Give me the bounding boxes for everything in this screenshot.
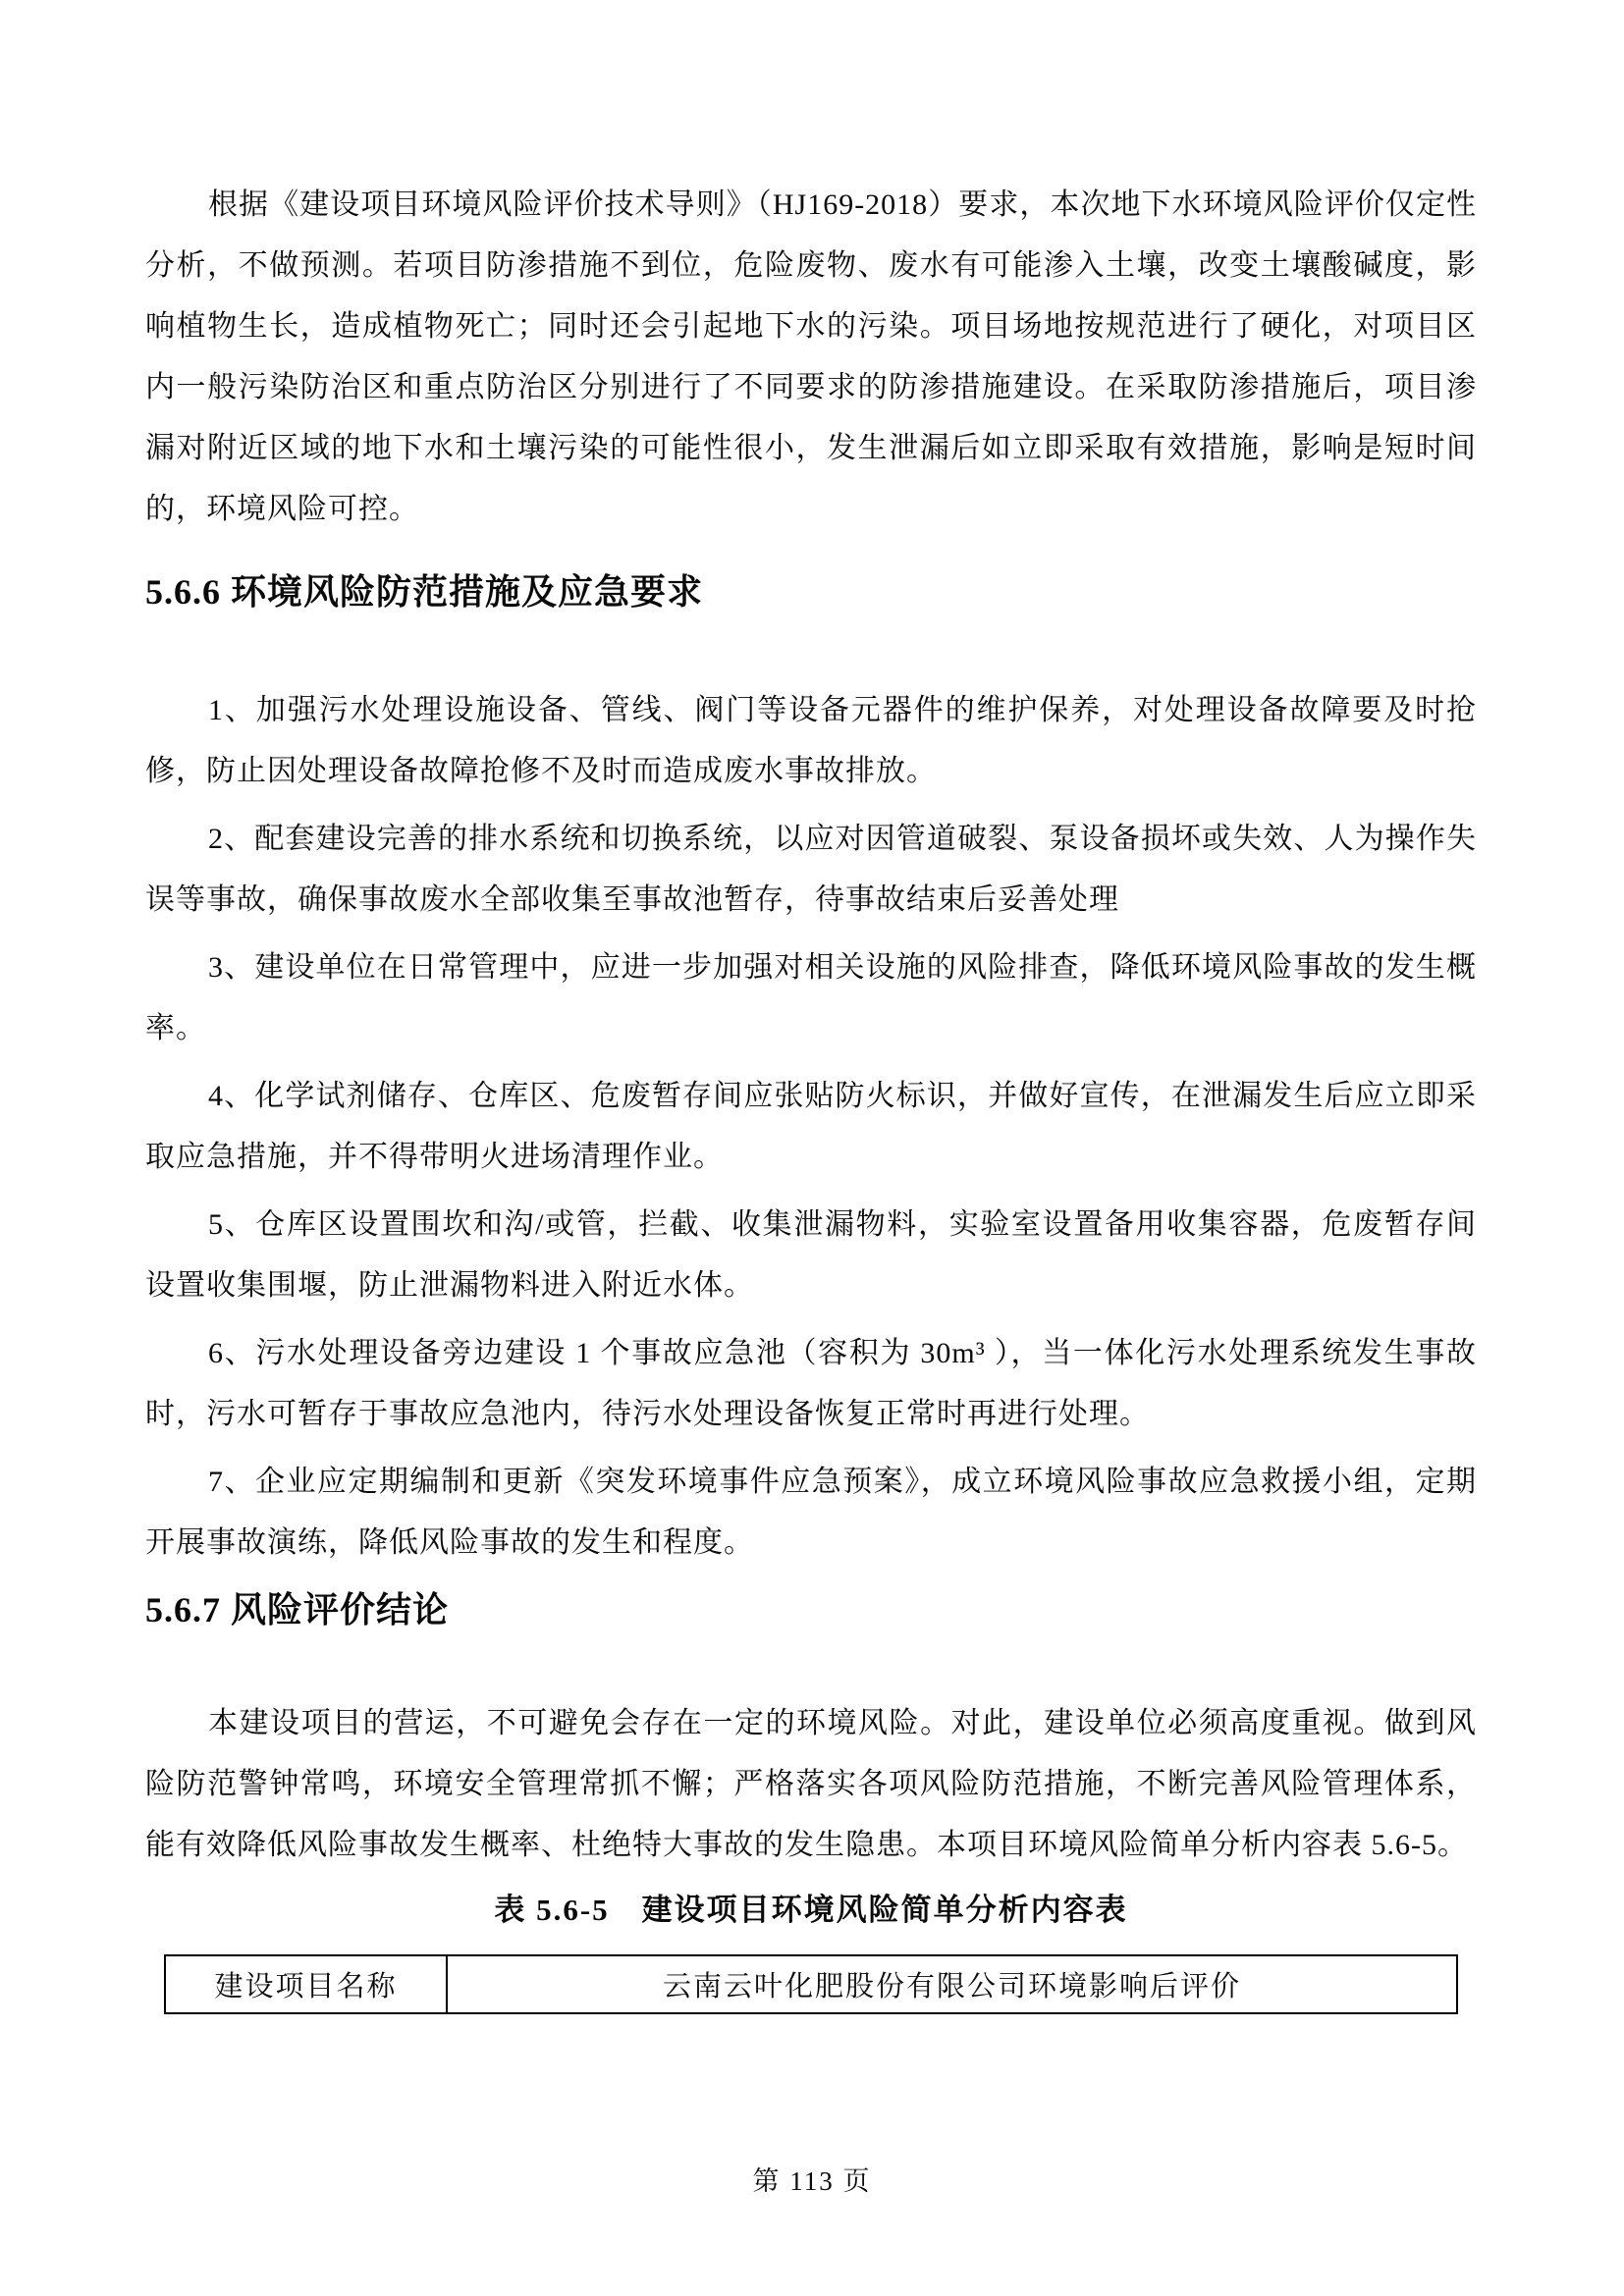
measure-item-1: 1、加强污水处理设施设备、管线、阀门等设备元器件的维护保养，对处理设备故障要及时抢修，防止因处理设备故障抢修不及时而造成废水事故排放。 [145,694,1477,787]
page-content [145,175,1477,2014]
measure-item-4: 4、化学试剂储存、仓库区、危废暂存间应张贴防火标识，并做好宣传，在泄漏发生后应立即采取应急措施，并不得带明火进场清理作业。 [145,1080,1477,1173]
measure-item-7: 7、企业应定期编制和更新《突发环境事件应急预案》，成立环境风险事故应急救援小组，定期开展事故演练，降低风险事故的发生和程度。 [145,1466,1477,1559]
measure-item-2: 2、配套建设完善的排水系统和切换系统，以应对因管道破裂、泵设备损坏或失效、人为操作失误等事故，确保事故废水全部收集至事故池暂存，待事故结束后妥善处理 [145,823,1477,916]
table-cell-project-name-label: 建设项目名称 [165,1955,447,2013]
table-cell-project-name-value: 云南云叶化肥股份有限公司环境影响后评价 [447,1955,1457,2013]
table-caption: 表 5.6-5 建设项目环境风险简单分析内容表 [494,1893,1128,1927]
section-heading-5-6-6: 5.6.6 环境风险防范措施及应急要求 [145,572,704,612]
intro-paragraph: 根据《建设项目环境风险评价技术导则》（HJ169-2018）要求，本次地下水环境风险评价仅定性分析，不做预测。若项目防渗措施不到位，危险废物、废水有可能渗入土壤，改变土壤酸碱度，影响植物生长，造成植物死亡；同时还会引起地下水的污染。项目场地按规范进行了硬化，对项目区内一般污染防治区和重点防治区分别进行了不同要求的防渗措施建设。在采取防渗措施后，项目渗漏对附近区域的地下水和土壤污染的可能性很小，发生泄漏后如立即采取有效措施，影响是短时间的，环境风险可控。 [145,188,1477,525]
conclusion-paragraph: 本建设项目的营运，不可避免会存在一定的环境风险。对此，建设单位必须高度重视。做到风险防范警钟常鸣，环境安全管理常抓不懈；严格落实各项风险防范措施，不断完善风险管理体系，能有效降低风险事故发生概率、杜绝特大事故的发生隐患。本项目环境风险简单分析内容表 5.6-5。 [145,1707,1477,1861]
page-footer: 第 113 页 [752,2166,872,2196]
section-heading-5-6-7: 5.6.7 风险评价结论 [145,1590,450,1629]
risk-analysis-table [164,1954,1458,2014]
measure-item-5: 5、仓库区设置围坎和沟/或管，拦截、收集泄漏物料，实验室设置备用收集容器，危废暂存间设置收集围堰，防止泄漏物料进入附近水体。 [145,1208,1477,1302]
measure-item-6: 6、污水处理设备旁边建设 1 个事故应急池（容积为 30m³ ），当一体化污水处理系统发生事故时，污水可暂存于事故应急池内，待污水处理设备恢复正常时再进行处理。 [145,1337,1477,1430]
table-row [165,1955,1457,2013]
measure-item-3: 3、建设单位在日常管理中，应进一步加强对相关设施的风险排查，降低环境风险事故的发生概率。 [145,951,1477,1044]
